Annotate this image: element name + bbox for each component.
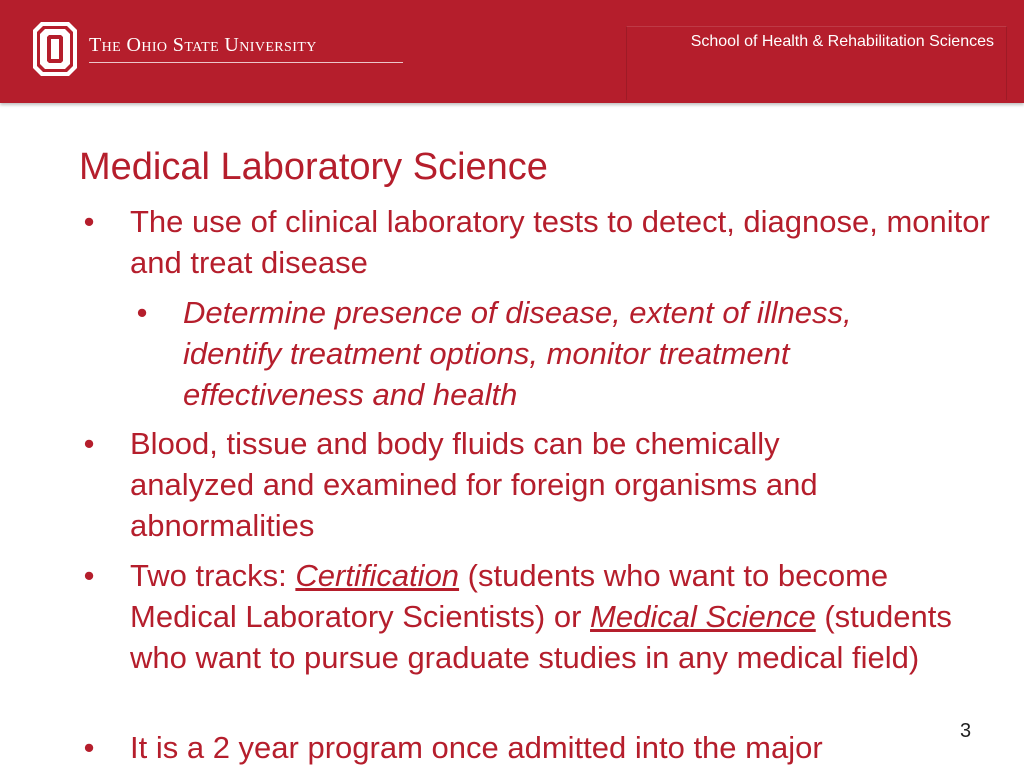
bullet-4-text: It is a 2 year program once admitted into the major: [130, 730, 823, 765]
certification-link[interactable]: Certification: [295, 558, 460, 593]
sub-bullet-1-text: Determine presence of disease, extent of illness, identify treatment options, monitor treatment effectiveness and health: [183, 295, 852, 412]
university-name: The Ohio State University: [89, 34, 317, 56]
bullet-marker: •: [83, 730, 95, 765]
bullet-3-suffix: (students who want to pursue graduate studies in any medical field): [130, 599, 952, 675]
school-name: School of Health & Rehabilitation Sciences: [690, 33, 994, 50]
bullet-marker: •: [83, 204, 95, 239]
medical-science-link[interactable]: Medical Science: [590, 599, 816, 634]
bullet-3-middle: (students who want to become Medical Laboratory Scientists) or: [130, 558, 889, 634]
bullet-1-text: The use of clinical laboratory tests to detect, diagnose, monitor and treat disease: [130, 204, 990, 280]
bullet-3-text: [130, 555, 990, 678]
header-divider: [89, 62, 403, 63]
sub-bullet-marker: •: [136, 295, 148, 330]
block-o-logo-icon: [33, 22, 77, 76]
bullet-2-text: Blood, tissue and body fluids can be chemically analyzed and examined for foreign organisms and abnormalities: [130, 426, 818, 543]
slide-title: Medical Laboratory Science: [79, 146, 548, 188]
page-number: 3: [960, 720, 972, 742]
bullet-marker: •: [83, 426, 95, 461]
header-bar: [0, 0, 1024, 103]
bullet-marker: •: [83, 558, 95, 593]
bullet-3-prefix: Two tracks:: [130, 558, 296, 593]
